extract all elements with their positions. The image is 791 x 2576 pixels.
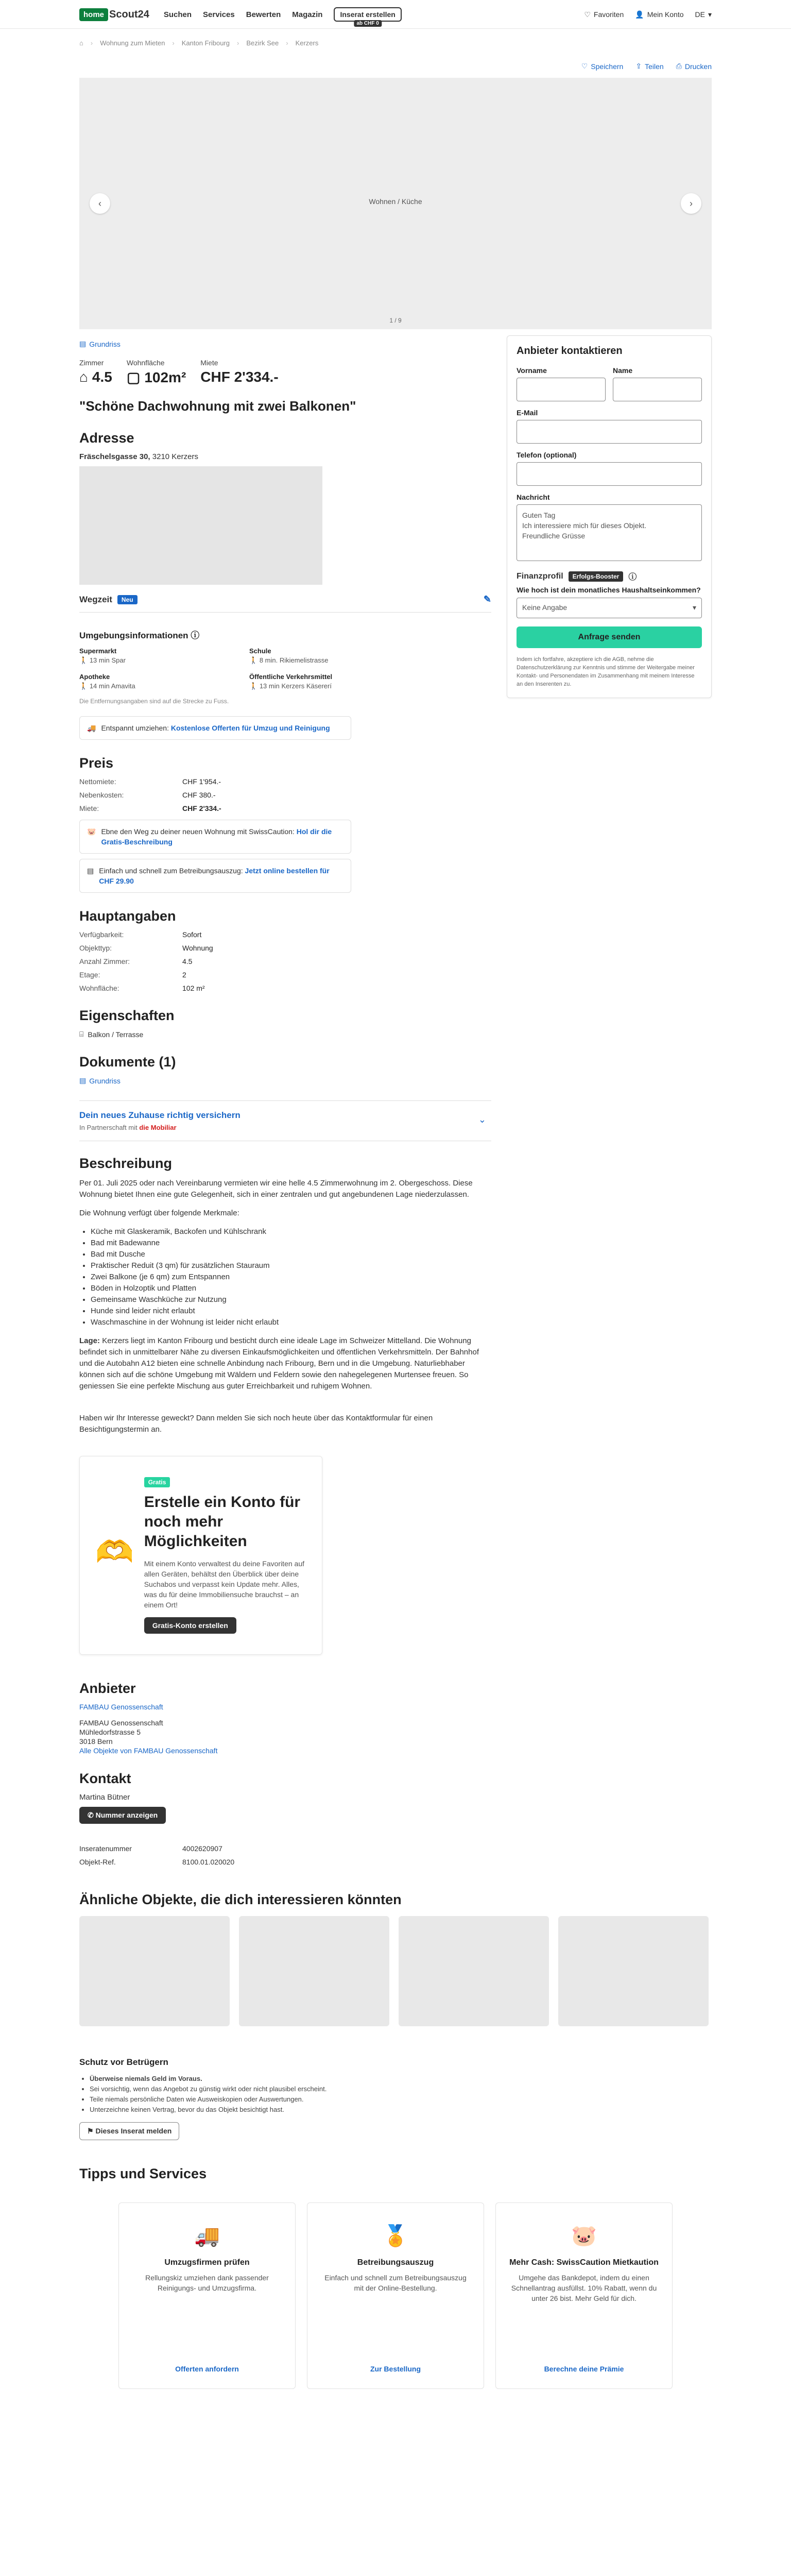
nav-item-suchen[interactable]: Suchen — [163, 10, 192, 19]
list-item: • Praktischer Reduit (3 qm) für zusätzlichen Stauraum — [91, 1260, 491, 1272]
chevron-right-icon: › — [286, 39, 288, 47]
description-paragraph: Haben wir Ihr Interesse geweckt? Dann melden Sie sich noch heute über das Kontaktformular für einen Besichtigungstermin an. — [79, 1414, 433, 1434]
logo-text: Scout24 — [109, 8, 149, 20]
chevron-right-icon: › — [237, 39, 239, 47]
chevron-down-icon: ⌄ — [478, 1114, 486, 1125]
environment-item — [249, 647, 404, 665]
insurance-title: Dein neues Zuhause richtig versichern — [79, 1110, 240, 1120]
gallery-next-button[interactable] — [681, 193, 701, 214]
id-label: Objekt-Ref. — [79, 1858, 116, 1866]
user-icon: 👤 — [635, 10, 644, 19]
list-item: • Böden in Holzoptik und Platten — [91, 1283, 491, 1294]
tip-title: Umzugsfirmen prüfen — [164, 2258, 250, 2267]
favorites-label: Favoriten — [593, 10, 624, 19]
tip-title: Mehr Cash: SwissCaution Mietkaution — [509, 2258, 659, 2267]
message-label: Nachricht — [517, 493, 550, 501]
chevron-right-icon: › — [90, 39, 93, 47]
share-button[interactable] — [635, 62, 663, 71]
message-textarea[interactable]: Guten Tag Ich interessiere mich für dieses Objekt. Freundliche Grüsse — [517, 504, 702, 561]
logo[interactable] — [79, 8, 149, 21]
nav-item-services[interactable]: Services — [203, 10, 235, 19]
environment-label: Apotheke — [79, 673, 110, 681]
tip-link[interactable]: Offerten anfordern — [175, 2365, 239, 2373]
travel-time[interactable] — [79, 594, 491, 613]
send-request-button[interactable]: Anfrage senden — [517, 626, 702, 648]
save-label: Speichern — [591, 62, 624, 71]
fact-label: Wohnfläche — [126, 359, 165, 367]
environment-heading — [79, 628, 491, 641]
environment-note: Die Entfernungsangaben sind auf die Strecke zu Fuss. — [79, 698, 229, 705]
environment-value: 13 min Kerzers Käsererí — [259, 682, 332, 690]
income-select-value: Keine Angabe — [522, 603, 568, 612]
firstname-input[interactable] — [517, 378, 606, 401]
key-facts — [79, 359, 491, 386]
document-label: Grundriss — [89, 1076, 121, 1085]
list-item: • Zwei Balkone (je 6 qm) zum Entspannen — [91, 1272, 491, 1283]
info-value: Wohnung — [182, 944, 213, 952]
documents-heading: Dokumente (1) — [79, 1054, 176, 1070]
piggy-icon: 🐷 — [571, 2225, 597, 2247]
similar-card-placeholder[interactable] — [558, 1916, 709, 2026]
list-item: • Unterzeichne keinen Vertrag, bevor du das Objekt besichtigt hast. — [90, 2105, 712, 2115]
tips-cards — [79, 2202, 712, 2389]
list-item: • Bad mit Badewanne — [91, 1238, 491, 1249]
document-icon: ▤ — [79, 340, 87, 348]
tip-text: Einfach und schnell zum Betreibungsauszug mit der Online-Bestellung. — [324, 2274, 467, 2292]
new-badge: Neu — [117, 595, 137, 604]
create-listing-price: ab CHF 0 — [354, 20, 381, 27]
environment-label: Schule — [249, 647, 271, 655]
email-label: E-Mail — [517, 409, 538, 417]
environment-value: 8 min. Rikiemelistrasse — [259, 656, 329, 664]
location-label: Lage: — [79, 1336, 100, 1345]
provider-section — [79, 1681, 491, 1755]
walk-icon: 🚶 — [79, 682, 88, 690]
site-header — [0, 0, 791, 29]
listing-ids — [79, 1844, 491, 1866]
breadcrumb-item[interactable]: Bezirk See — [246, 39, 279, 47]
promo-text: Einfach und schnell zum Betreibungsauszug: — [99, 867, 243, 875]
info-label: Verfügbarkeit: — [79, 930, 124, 939]
feature-label: Balkon / Terrasse — [88, 1030, 144, 1039]
fact-value: 4.5 — [92, 369, 112, 385]
main-info-heading: Hauptangaben — [79, 908, 176, 924]
list-item: • Küche mit Glaskeramik, Backofen und Kühlschrank — [91, 1226, 491, 1238]
print-label: Drucken — [684, 62, 712, 71]
main-nav — [164, 10, 323, 19]
list-item: • Teile niemals persönliche Daten wie Ausweiskopien oder Auswertungen. — [90, 2094, 712, 2105]
environment-list — [79, 647, 491, 690]
tip-card — [495, 2202, 673, 2389]
contact-section — [79, 1771, 491, 1866]
scam-protection — [79, 2057, 712, 2140]
tip-text: Umgehe das Bankdepot, indem du einen Schnellantrag ausfüllst. 10% Rabatt, wenn du unter 26 bist. Mehr Geld für dich. — [511, 2274, 657, 2302]
lastname-input[interactable] — [613, 378, 702, 401]
environment-value: 14 min Amavita — [89, 682, 135, 690]
info-label: Objekttyp: — [79, 944, 112, 952]
firstname-label: Vorname — [517, 366, 547, 375]
swisscaution-promo[interactable] — [79, 820, 351, 854]
account-link[interactable] — [635, 10, 683, 19]
save-button[interactable] — [581, 62, 624, 71]
properties-heading: Eigenschaften — [79, 1008, 175, 1023]
environment-heading-text: Umgebungsinformationen — [79, 631, 188, 640]
language-label: DE — [695, 10, 705, 19]
similar-card-placeholder[interactable] — [399, 1916, 549, 2026]
chevron-right-icon: › — [172, 39, 175, 47]
feature-item — [79, 1030, 491, 1039]
floorplan-label: Grundriss — [89, 340, 121, 348]
chevron-right-icon: › — [690, 198, 693, 209]
tip-title: Betreibungsauszug — [357, 2258, 434, 2267]
list-item: • Überweise niemals Geld im Voraus. — [90, 2074, 712, 2084]
info-label: Etage: — [79, 971, 100, 979]
gallery-prev-button[interactable] — [90, 193, 110, 214]
chevron-down-icon: ▾ — [692, 603, 696, 612]
phone-label: Telefon (optional) — [517, 451, 577, 459]
printer-icon: ⎙ — [676, 62, 682, 70]
pencil-icon[interactable]: ✎ — [483, 594, 491, 604]
similar-listings — [79, 1916, 712, 2026]
promo-link[interactable]: Hol dir die Gratis-Beschreibung — [101, 827, 332, 846]
price-value: CHF 380.- — [182, 791, 216, 799]
provider-name: FAMBAU Genossenschaft — [79, 1719, 163, 1727]
tip-card — [307, 2202, 484, 2389]
address-city: 3210 Kerzers — [152, 452, 198, 461]
list-item: • Hunde sind leider nicht erlaubt — [91, 1306, 491, 1317]
id-label: Inseratenummer — [79, 1844, 132, 1853]
gallery-counter: 1 / 9 — [389, 317, 402, 324]
area-icon: ▢ — [126, 369, 141, 385]
truck-icon: 🚚 — [194, 2225, 220, 2247]
share-label: Teilen — [645, 62, 664, 71]
moving-promo[interactable] — [79, 716, 351, 740]
environment-item — [79, 647, 234, 665]
truck-icon: 🚚 — [87, 724, 96, 732]
insurance-sub: In Partnerschaft mit — [79, 1124, 137, 1131]
chevron-left-icon: ‹ — [98, 198, 101, 209]
location-text: Kerzers liegt im Kanton Fribourg und besticht durch eine ideale Lage im Schweizer Mittelland. Die Wohnung befindet sich in unmittelbarer Nähe zu diversen Einkaufsmöglichkeiten und öffentlichen Verkehrsmitteln. Der Bahnhof und die Autobahn A12 bieten eine schnelle Anbindung nach Fribourg, Bern und in die Umgebung. Naturliebhaber können sich auf die schöne Umgebung mit Wäldern und Feldern sowie den nahegelegenen Murtensee freuen. So geniessen Sie eine perfekte Mischung aus guter Erreichbarkeit und ruhigem Wohnen. — [79, 1336, 479, 1391]
create-listing-label: Inserat erstellen — [340, 10, 396, 19]
free-badge: Gratis — [144, 1477, 170, 1487]
document-link[interactable] — [79, 1076, 491, 1085]
breadcrumb — [79, 29, 712, 57]
create-account-button[interactable]: Gratis-Konto erstellen — [144, 1617, 236, 1634]
feature-list — [79, 1226, 491, 1328]
heart-icon: ♡ — [584, 10, 591, 19]
environment-label: Öffentliche Verkehrsmittel — [249, 673, 333, 681]
list-item: • Bad mit Dusche — [91, 1249, 491, 1260]
tip-link[interactable]: Berechne deine Prämie — [544, 2365, 624, 2373]
description-paragraph: Die Wohnung verfügt über folgende Merkmale: — [79, 1209, 239, 1217]
listing-title: "Schöne Dachwohnung mit zwei Balkonen" — [79, 398, 356, 414]
signup-title: Erstelle ein Konto für noch mehr Möglichkeiten — [144, 1494, 301, 1550]
nav-item-bewerten[interactable]: Bewerten — [246, 10, 281, 19]
home-icon[interactable]: ⌂ — [79, 39, 83, 47]
provider-city: 3018 Bern — [79, 1737, 113, 1745]
description-section — [79, 1156, 491, 1435]
description-paragraph: Per 01. Juli 2025 oder nach Vereinbarung vermieten wir eine helle 4.5 Zimmerwohnung im 2. Obergeschoss. Diese Wohnung bietet Ihnen eine gute Gelegenheit, sich in einer zentralen und gut angebundenen Lage niederzulassen. — [79, 1179, 473, 1199]
provider-heading: Anbieter — [79, 1681, 136, 1696]
tip-link[interactable]: Zur Bestellung — [370, 2365, 421, 2373]
similar-card-placeholder[interactable] — [239, 1916, 389, 2026]
walk-icon: 🚶 — [79, 656, 88, 664]
phone-icon: ✆ — [88, 1811, 94, 1819]
map[interactable] — [79, 466, 322, 585]
report-label: Dieses Inserat melden — [95, 2127, 172, 2135]
list-item: • Gemeinsame Waschküche zur Nutzung — [91, 1294, 491, 1306]
legal-text: Indem ich fortfahre, akzeptiere ich die AGB, nehme die Datenschutzerklärung zur Kenntnis und stimme der Weitergabe meiner Kontakt- und Personendaten im Zusammenhang mit meinem Interesse an den Inserenten zu. — [517, 656, 695, 687]
price-label: Miete: — [79, 804, 99, 812]
mobiliar-logo: die Mobiliar — [139, 1124, 177, 1131]
hands-heart-icon: 🫶 — [95, 1535, 134, 1569]
lastname-label: Name — [613, 366, 633, 375]
finance-label: Finanzprofil — [517, 571, 563, 581]
provider-all-listings-link[interactable]: Alle Objekte von FAMBAU Genossenschaft — [79, 1747, 218, 1755]
info-value: 4.5 — [182, 957, 193, 965]
fact-rooms — [79, 359, 112, 386]
heart-icon: ♡ — [581, 62, 588, 70]
debt-extract-promo[interactable] — [79, 859, 351, 893]
id-value: 8100.01.020020 — [182, 1858, 235, 1866]
fact-label: Zimmer — [79, 359, 104, 367]
breadcrumb-item[interactable]: Kerzers — [295, 39, 319, 47]
print-button[interactable] — [676, 62, 712, 71]
breadcrumb-item[interactable]: Wohnung zum Mieten — [100, 39, 165, 47]
price-table — [79, 777, 491, 812]
breadcrumb-item[interactable]: Kanton Fribourg — [181, 39, 230, 47]
price-heading: Preis — [79, 755, 114, 771]
walk-icon: 🚶 — [249, 682, 258, 690]
flag-icon: ⚑ — [87, 2127, 94, 2135]
balcony-icon: ⌸ — [79, 1030, 84, 1038]
travel-time-label: Wegzeit — [79, 594, 112, 604]
tip-card — [118, 2202, 296, 2389]
scam-heading: Schutz vor Betrügern — [79, 2057, 168, 2067]
similar-heading: Ähnliche Objekte, die dich interessieren könnten — [79, 1892, 402, 1907]
fact-label: Miete — [200, 359, 218, 367]
nav-item-magazin[interactable]: Magazin — [292, 10, 323, 19]
signup-text: Mit einem Konto verwaltest du deine Favoriten auf allen Geräten, behältst den Überblick über deine Suchabos und verpasst kein Update mehr. Alles, was du für deine Immobiliensuche brauchst – an einem Ort! — [144, 1560, 304, 1609]
promo-text: Ebne den Weg zu deiner neuen Wohnung mit SwissCaution: — [101, 827, 295, 836]
provider-logo: FAMBAU Genossenschaft — [79, 1703, 163, 1711]
address-street: Fräschelsgasse 30, — [79, 452, 150, 461]
walk-icon: 🚶 — [249, 656, 258, 664]
income-question: Wie hoch ist dein monatliches Haushaltseinkommen? — [517, 586, 701, 594]
signup-card — [79, 1456, 322, 1655]
show-number-button[interactable] — [79, 1807, 166, 1824]
image-gallery[interactable] — [79, 78, 712, 329]
house-icon: ⌂ — [79, 369, 88, 385]
main-info-table — [79, 930, 491, 992]
finance-profile — [517, 570, 702, 582]
description-paragraph — [79, 1335, 491, 1392]
create-listing-button[interactable] — [334, 7, 401, 26]
info-label: Anzahl Zimmer: — [79, 957, 130, 965]
promo-text: Entspannt umziehen: — [101, 724, 169, 732]
report-listing-button[interactable] — [79, 2122, 179, 2140]
provider-street: Mühledorfstrasse 5 — [79, 1728, 141, 1736]
contact-form-heading: Anbieter kontaktieren — [517, 345, 623, 357]
income-select[interactable] — [517, 598, 702, 618]
environment-item — [249, 673, 404, 690]
list-item: • Waschmaschine in der Wohnung ist leider nicht erlaubt — [91, 1317, 491, 1328]
fact-value: 102m² — [144, 369, 186, 385]
contact-heading: Kontakt — [79, 1771, 131, 1786]
award-icon: 🏅 — [383, 2225, 408, 2247]
email-field[interactable] — [517, 420, 702, 444]
contact-name: Martina Bütner — [79, 1793, 130, 1802]
document-icon: ▤ — [87, 867, 94, 875]
tip-text: Rellungskiz umziehen dank passender Reinigungs- und Umzugsfirma. — [145, 2274, 269, 2292]
logo-badge: home — [79, 8, 108, 21]
chevron-down-icon: ▾ — [708, 10, 712, 19]
address-text — [79, 452, 491, 461]
info-icon[interactable]: ⓘ — [628, 573, 637, 582]
language-switch[interactable] — [695, 10, 712, 19]
similar-card-placeholder[interactable] — [79, 1916, 230, 2026]
environment-item — [79, 673, 234, 690]
fact-value: CHF 2'334.- — [200, 369, 279, 385]
contact-form — [507, 335, 712, 698]
favorites-link[interactable] — [584, 10, 624, 19]
info-value: 2 — [182, 971, 186, 979]
info-icon[interactable]: ⓘ — [191, 631, 200, 640]
fact-rent — [200, 359, 278, 386]
tips-heading: Tipps und Services — [79, 2166, 207, 2181]
info-value: Sofort — [182, 930, 202, 939]
description-heading: Beschreibung — [79, 1156, 173, 1171]
floorplan-link[interactable] — [79, 340, 491, 348]
share-icon: ⇪ — [635, 62, 642, 70]
account-label: Mein Konto — [647, 10, 684, 19]
address-heading: Adresse — [79, 430, 134, 446]
boost-badge: Erfolgs-Booster — [569, 571, 624, 582]
price-value: CHF 1'954.- — [182, 777, 221, 786]
fact-area — [127, 359, 186, 386]
promo-link[interactable]: Kostenlose Offerten für Umzug und Reinigung — [170, 724, 330, 732]
insurance-banner[interactable] — [79, 1100, 491, 1141]
gallery-image: Wohnen / Küche — [369, 197, 422, 206]
list-item: • Sei vorsichtig, wenn das Angebot zu günstig wirkt oder nicht plausibel erscheint. — [90, 2084, 712, 2094]
phone-field[interactable] — [517, 462, 702, 486]
id-value: 4002620907 — [182, 1844, 222, 1853]
price-label: Nettomiete: — [79, 777, 116, 786]
environment-label: Supermarkt — [79, 647, 117, 655]
piggy-icon: 🐷 — [87, 827, 96, 836]
environment-value: 13 min Spar — [89, 656, 126, 664]
listing-actions — [79, 57, 712, 78]
price-value: CHF 2'334.- — [182, 804, 221, 812]
document-icon: ▤ — [79, 1076, 87, 1084]
price-label: Nebenkosten: — [79, 791, 124, 799]
info-value: 102 m² — [182, 984, 205, 992]
show-number-label: Nummer anzeigen — [95, 1811, 158, 1819]
info-label: Wohnfläche: — [79, 984, 119, 992]
promo-link[interactable]: Jetzt online bestellen für CHF 29.90 — [99, 867, 330, 885]
